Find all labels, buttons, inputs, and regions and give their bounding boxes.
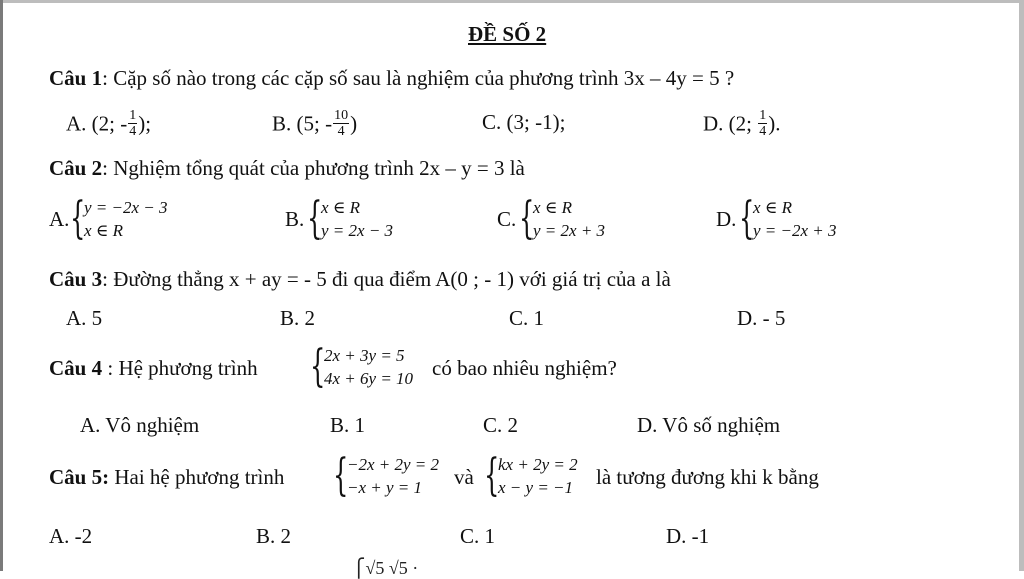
system-line-1: 2x + 3y = 5 (324, 346, 405, 365)
brace-icon: { (484, 450, 500, 501)
question-1-label: Câu 1 (49, 66, 103, 90)
q1-option-d (703, 110, 781, 141)
system-line-2: y = −2x + 3 (753, 221, 837, 240)
q2-option-d-letter: D. (716, 207, 737, 231)
q4-option-a: A. Vô nghiệm (80, 413, 200, 437)
system-line-2: x ∈ R (84, 221, 124, 240)
q1-option-c: C. (3; -1); (482, 110, 566, 134)
q1-option-a-fraction (128, 108, 137, 139)
brace-icon: { (70, 193, 86, 244)
q4-option-d: D. Vô số nghiệm (637, 413, 781, 437)
q1-option-b-pre: B. (5; - (272, 111, 333, 136)
system-line-1: y = −2x − 3 (84, 198, 168, 217)
q4-option-c: C. 2 (483, 413, 519, 437)
q4-system (310, 341, 414, 392)
q1-option-a (66, 110, 151, 141)
brace-icon: { (310, 341, 326, 392)
q5-option-a: A. -2 (49, 524, 93, 548)
question-2-text: : Nghiệm tổng quát của phương trình 2x – y = 3 là (102, 156, 525, 180)
q4-option-b: B. 1 (330, 413, 366, 437)
system-line-2: −x + y = 1 (347, 478, 423, 497)
page-left-border (0, 0, 3, 571)
system-line-1: kx + 2y = 2 (498, 455, 578, 474)
system-line-2: 4x + 6y = 10 (324, 369, 414, 388)
q3-option-a: A. 5 (66, 306, 103, 330)
question-1 (49, 66, 734, 90)
q2-option-b-letter: B. (285, 207, 305, 231)
question-4-post: có bao nhiêu nghiệm? (432, 356, 617, 380)
brace-icon: { (307, 193, 323, 244)
exam-title: ĐỀ SỐ 2 (468, 22, 547, 46)
q1-option-b (272, 110, 357, 141)
system-line-1: x ∈ R (321, 198, 361, 217)
question-3 (49, 267, 671, 291)
q1-option-d-fraction (758, 108, 767, 139)
q2-option-c-system (519, 193, 606, 244)
question-4-label: Câu 4 (49, 356, 103, 380)
brace-icon: { (333, 450, 349, 501)
q3-option-c: C. 1 (509, 306, 545, 330)
question-5-pre: Hai hệ phương trình (109, 465, 285, 489)
fraction-numerator: 1 (759, 108, 767, 123)
question-3-label: Câu 3 (49, 267, 103, 291)
page-right-border (1019, 0, 1024, 571)
question-5-mid: và (454, 465, 474, 489)
question-4-intro (49, 356, 258, 380)
q3-option-b: B. 2 (280, 306, 316, 330)
system-line-1: −2x + 2y = 2 (347, 455, 440, 474)
question-1-text: : Cặp số nào trong các cặp số sau là nghiệm của phương trình 3x – 4y = 5 ? (102, 66, 735, 90)
question-4-pre: : Hệ phương trình (102, 356, 258, 380)
question-5-label: Câu 5: (49, 465, 110, 489)
question-2-label: Câu 2 (49, 156, 103, 180)
q2-option-d-system (739, 193, 837, 244)
question-2 (49, 156, 525, 180)
fraction-denominator: 4 (759, 124, 767, 139)
q1-option-d-pre: D. (2; (703, 111, 758, 136)
q5-system-1 (333, 450, 440, 501)
q2-option-c-letter: C. (497, 207, 517, 231)
q2-option-b-system (307, 193, 394, 244)
q2-option-a-letter: A. (49, 207, 70, 231)
q5-option-b: B. 2 (256, 524, 292, 548)
question-3-text: : Đường thẳng x + ay = - 5 đi qua điểm A(0 ; - 1) với giá trị của a là (102, 267, 671, 291)
q5-option-d: D. -1 (666, 524, 710, 548)
q1-option-a-post: ); (138, 111, 152, 136)
q5-system-2 (484, 450, 578, 501)
brace-icon: { (739, 193, 755, 244)
system-line-2: y = 2x − 3 (321, 221, 394, 240)
question-5-intro (49, 465, 284, 489)
q1-option-a-pre: A. (2; - (66, 111, 128, 136)
system-line-1: x ∈ R (533, 198, 573, 217)
q1-option-d-post: ). (768, 111, 781, 136)
brace-icon: { (519, 193, 535, 244)
fraction-denominator: 4 (337, 124, 345, 139)
q3-option-d: D. - 5 (737, 306, 786, 330)
cut-off-next-question: ⎧√5 √5 · (352, 558, 419, 578)
system-line-2: y = 2x + 3 (533, 221, 606, 240)
fraction-numerator: 10 (334, 108, 349, 123)
q2-option-a-system (70, 193, 168, 244)
q5-option-c: C. 1 (460, 524, 496, 548)
q1-option-b-post: ) (350, 111, 358, 136)
fraction-numerator: 1 (129, 108, 137, 123)
system-line-2: x − y = −1 (498, 478, 574, 497)
q1-option-b-fraction (333, 108, 349, 139)
fraction-denominator: 4 (129, 124, 137, 139)
page-top-border (0, 0, 1024, 3)
system-line-1: x ∈ R (753, 198, 793, 217)
question-5-post: là tương đương khi k bằng (596, 465, 819, 489)
